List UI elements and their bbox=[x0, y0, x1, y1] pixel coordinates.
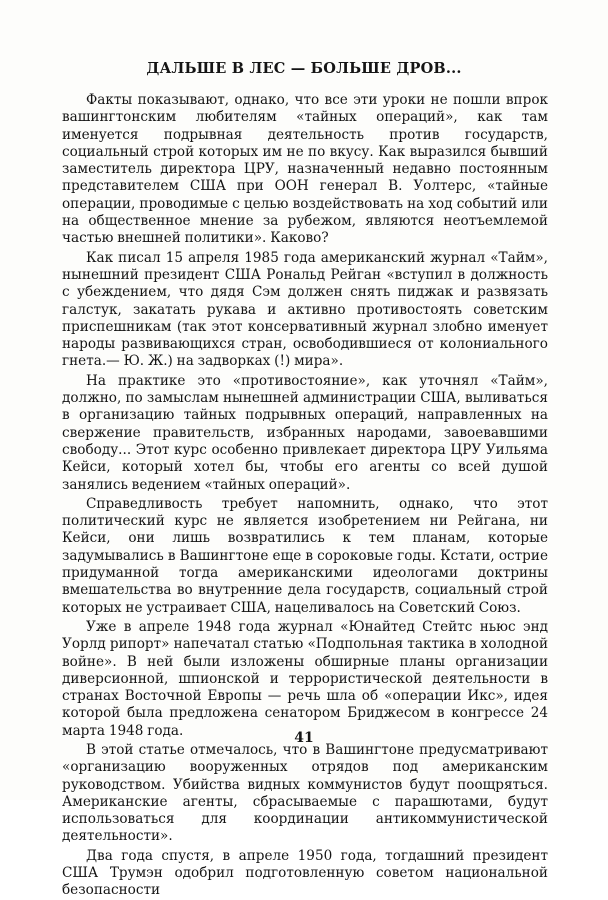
paragraph-4: Справедливость требует напомнить, однако, что этот политический курс не является изобретением ни Рейгана, ни Кейси, они лишь возвратились к тем планам, которые задумывались в Вашингтоне еще в сороковые годы. Кстати, острие придуманной тогда американскими идеологами доктрины вмешательства во внутренние дела государств, социальный строй которых не устраивает США, нацеливалось на Советский Союз. bbox=[62, 495, 548, 616]
paragraph-3: На практике это «противостояние», как уточнял «Тайм», должно, по замыслам нынешней администрации США, выливаться в организацию тайных подрывных операций, направленных на свержение правительств, избранных народами, завоевавшими свободу... Этот курс особенно привлекает директора ЦРУ Уильяма Кейси, который хотел бы, чтобы его агенты со всей душой занялись ведением «тайных операций». bbox=[62, 372, 548, 493]
paragraph-2: Как писал 15 апреля 1985 года американский журнал «Тайм», нынешний президент США Рональд Рейган «вступил в должность с убеждением, что дядя Сэм должен снять пиджак и развязать галстук, закатать рукава и активно противостоять советским приспешникам (так этот консервативный журнал злобно именует народы развивающихся стран, освободившиеся от колониального гнета.— Ю. Ж.) на задворках (!) мира». bbox=[62, 249, 548, 370]
paragraph-6: В этой статье отмечалось, что в Вашингтоне предусматривают «организацию вооруженных отрядов под американским руководством. Убийства видных коммунистов будут поощряться. Американские агенты, сбрасываемые с парашютами, будут использоваться для координации антикоммунистической деятельности». bbox=[62, 741, 548, 845]
chapter-title: ДАЛЬШЕ В ЛЕС — БОЛЬШЕ ДРОВ... bbox=[146, 60, 462, 77]
paragraph-5: Уже в апреле 1948 года журнал «Юнайтед Стейтс ньюс энд Уорлд рипорт» напечатал статью «Подпольная тактика в холодной войне». В ней были изложены обширные планы организации диверсионной, шпионской и террористической деятельности в странах Восточной Европы — речь шла об «операции Икс», идея которой была предложена сенатором Бриджесом в конгрессе 24 марта 1948 года. bbox=[62, 618, 548, 739]
paragraph-1: Факты показывают, однако, что все эти уроки не пошли впрок вашингтонским любителям «тайных операций», как там именуется подрывная деятельность против государств, социальный строй которых им не по вкусу. Как выразился бывший заместитель директора ЦРУ, назначенный недавно постоянным представителем США при ООН генерал В. Уолтерс, «тайные операции, проводимые с целью воздействовать на ход событий или на общественное мнение за рубежом, являются неотъемлемой частью внешней политики». Каково? bbox=[62, 92, 548, 247]
paragraph-7: Два года спустя, в апреле 1950 года, тогдашний президент США Трумэн одобрил подготовленную советом национальной безопасности bbox=[62, 847, 548, 899]
page-number: 41 bbox=[294, 730, 314, 746]
body-text bbox=[62, 92, 548, 900]
